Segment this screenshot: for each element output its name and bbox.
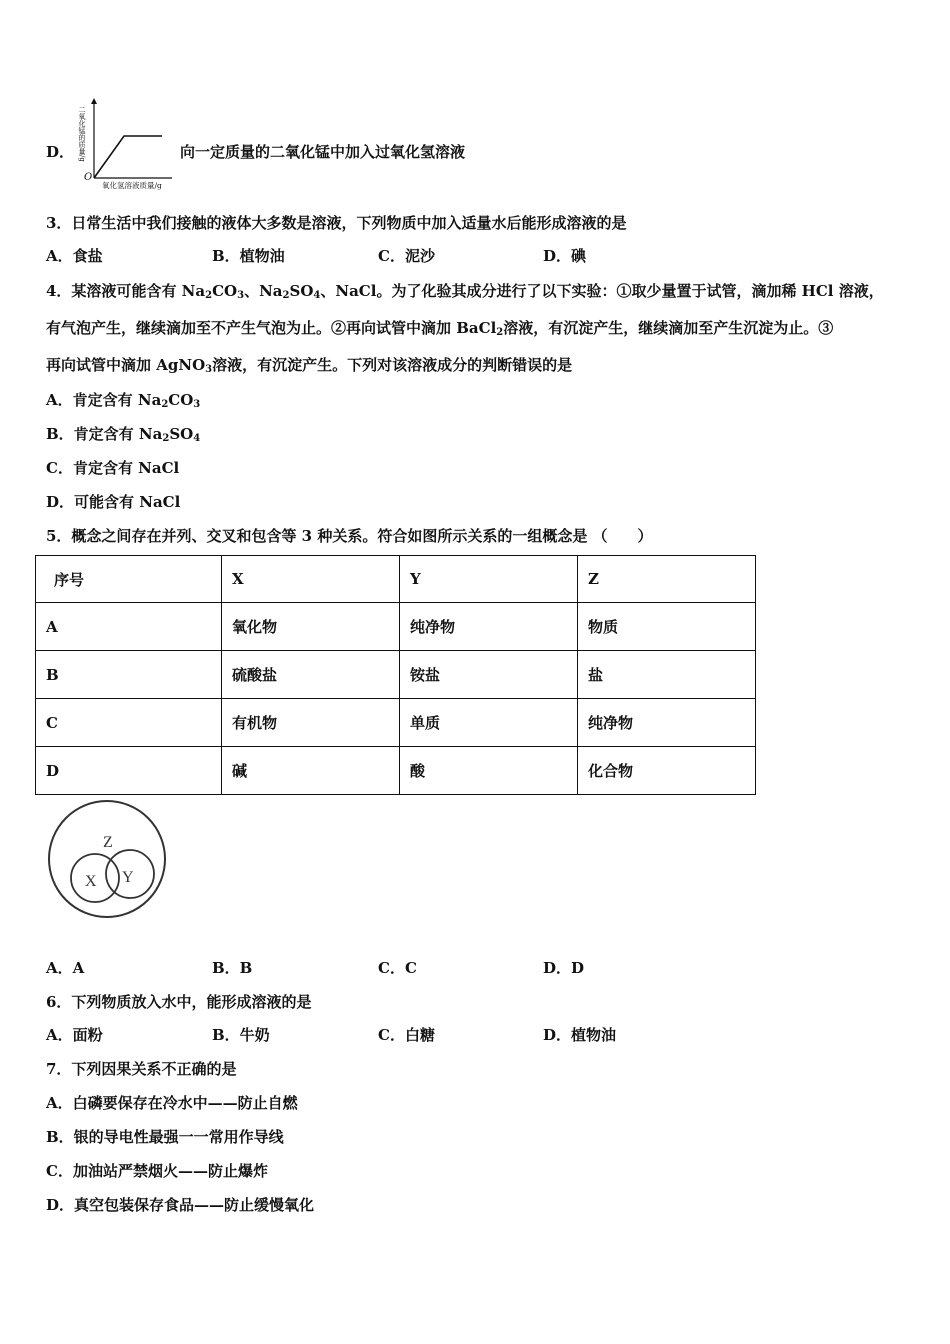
q6-option-c[interactable]: C．白糖 — [378, 1026, 435, 1044]
q7-option-d[interactable]: D．真空包装保存食品——防止缓慢氧化 — [46, 1196, 315, 1214]
q5-option-a[interactable]: A．A — [46, 959, 85, 977]
table-header: X — [222, 556, 400, 603]
y-axis-label: 二氧化锰的质量/g — [78, 106, 86, 162]
table-cell: 化合物 — [578, 747, 756, 795]
q4-line-2: 有气泡产生，继续滴加至不产生气泡为止。②再向试管中滴加 BaCl$_2$溶液，有沉淀产生，继续滴加至产生沉淀为止。③ — [46, 319, 834, 338]
q3-option-c[interactable]: C．泥沙 — [378, 247, 435, 265]
q4-line-1: 4．某溶液可能含有 $Na_2CO_3$、$Na_2SO_4$、NaCl。为了化验其成分进行了以下实验：①取少量置于试管，滴加稀 HCl 溶液， — [46, 282, 884, 301]
table-cell: 纯净物 — [400, 603, 578, 651]
table-cell: 硫酸盐 — [222, 651, 400, 699]
venn-diagram — [45, 798, 170, 920]
table-header: Y — [400, 556, 578, 603]
q4-line-3: 再向试管中滴加 AgNO$_3$溶液，有沉淀产生。下列对该溶液成分的判断错误的是 — [46, 356, 573, 375]
table-cell: C — [36, 699, 222, 747]
table-row — [36, 747, 756, 795]
q6-option-d[interactable]: D．植物油 — [543, 1026, 617, 1044]
q5-option-c[interactable]: C．C — [378, 959, 417, 977]
venn-label-y: Y — [122, 869, 134, 886]
q6-option-a[interactable]: A．面粉 — [46, 1026, 103, 1044]
table-cell: 纯净物 — [578, 699, 756, 747]
table-row — [36, 651, 756, 699]
q6-option-b[interactable]: B．牛奶 — [212, 1026, 270, 1044]
q5-concept-table — [35, 555, 756, 795]
table-row — [36, 603, 756, 651]
table-cell: 单质 — [400, 699, 578, 747]
table-cell: 氧化物 — [222, 603, 400, 651]
q3-stem: 3．日常生活中我们接触的液体大多数是溶液，下列物质中加入适量水后能形成溶液的是 — [46, 214, 627, 232]
q4-option-c[interactable]: C．肯定含有 NaCl — [46, 459, 180, 477]
q4-option-a[interactable]: A．肯定含有 $Na_2CO_3$ — [46, 391, 201, 410]
table-cell: 碱 — [222, 747, 400, 795]
q7-option-b[interactable]: B．银的导电性最强一一常用作导线 — [46, 1128, 284, 1146]
q5-option-b[interactable]: B．B — [212, 959, 253, 977]
venn-label-z: Z — [103, 834, 113, 851]
table-cell: 酸 — [400, 747, 578, 795]
q2-option-d-label: D． — [46, 143, 75, 161]
mass-curve — [94, 136, 162, 178]
q7-stem: 7．下列因果关系不正确的是 — [46, 1060, 237, 1078]
q7-option-a[interactable]: A．白磷要保存在冷水中——防止自燃 — [46, 1094, 298, 1112]
table-cell: D — [36, 747, 222, 795]
table-header-row — [36, 556, 756, 603]
q6-stem: 6．下列物质放入水中，能形成溶液的是 — [46, 993, 312, 1011]
table-cell: A — [36, 603, 222, 651]
table-header: Z — [578, 556, 756, 603]
table-cell: 物质 — [578, 603, 756, 651]
q3-option-d[interactable]: D．碘 — [543, 247, 587, 265]
table-cell: 盐 — [578, 651, 756, 699]
table-row — [36, 699, 756, 747]
y-axis-arrow — [91, 98, 97, 104]
q2-graph — [72, 96, 182, 192]
q5-stem: 5．概念之间存在并列、交叉和包含等 3 种关系。符合如图所示关系的一组概念是 （ ） — [46, 527, 653, 545]
q4-option-b[interactable]: B．肯定含有 $Na_2SO_4$ — [46, 425, 201, 444]
x-axis-label: 氧化氢溶液质量/g — [102, 181, 162, 190]
origin-label: O — [84, 172, 93, 183]
table-cell: B — [36, 651, 222, 699]
table-cell: 铵盐 — [400, 651, 578, 699]
q4-option-d[interactable]: D．可能含有 NaCl — [46, 493, 181, 511]
q3-option-b[interactable]: B．植物油 — [212, 247, 285, 265]
q3-option-a[interactable]: A．食盐 — [46, 247, 103, 265]
q7-option-c[interactable]: C．加油站严禁烟火——防止爆炸 — [46, 1162, 268, 1180]
venn-label-x: X — [85, 873, 97, 890]
q2-option-d-text: 向一定质量的二氧化锰中加入过氧化氢溶液 — [180, 143, 466, 161]
table-header: 序号 — [36, 556, 222, 603]
q5-option-d[interactable]: D．D — [543, 959, 585, 977]
table-cell: 有机物 — [222, 699, 400, 747]
